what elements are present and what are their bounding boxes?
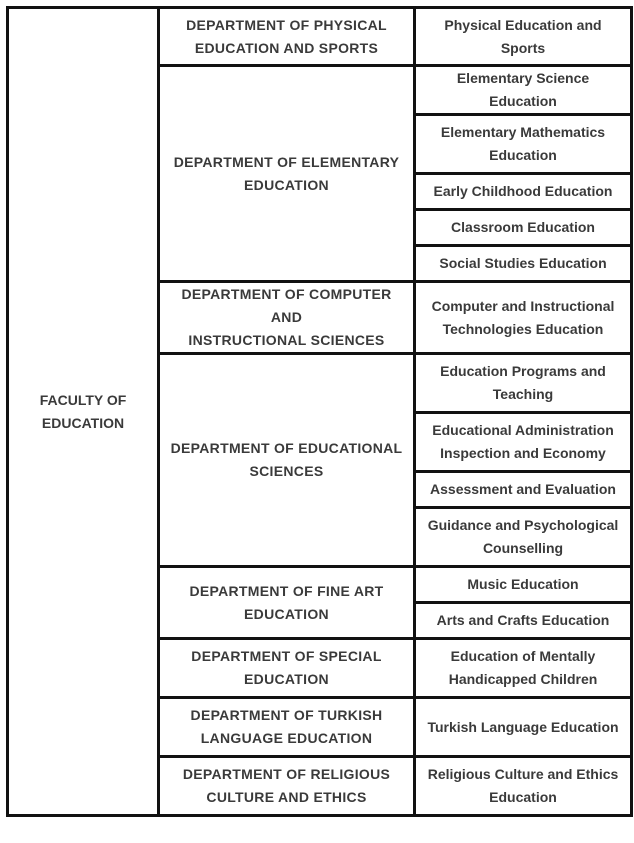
faculty-structure-table [6,6,633,817]
program-cell: Social Studies Education [415,246,632,282]
program-cell: Elementary Science Education [415,66,632,115]
program-cell: Classroom Education [415,210,632,246]
program-cell: Music Education [415,567,632,603]
program-cell: Religious Culture and Ethics Education [415,757,632,816]
department-fine-art-cell: DEPARTMENT OF FINE ART EDUCATION [159,567,415,639]
program-cell: Educational Administration Inspection and Economy [415,413,632,472]
department-computer-instructional-cell: DEPARTMENT OF COMPUTER AND INSTRUCTIONAL SCIENCES [159,282,415,354]
department-turkish-language-cell: DEPARTMENT OF TURKISH LANGUAGE EDUCATION [159,698,415,757]
table-body [8,8,632,816]
department-educational-sciences-cell: DEPARTMENT OF EDUCATIONAL SCIENCES [159,354,415,567]
program-cell: Elementary Mathematics Education [415,115,632,174]
program-cell: Physical Education and Sports [415,8,632,66]
table-row [8,8,632,66]
faculty-name-cell: FACULTY OF EDUCATION [8,8,159,816]
program-cell: Arts and Crafts Education [415,603,632,639]
program-cell: Early Childhood Education [415,174,632,210]
program-cell: Education Programs and Teaching [415,354,632,413]
program-cell: Assessment and Evaluation [415,472,632,508]
program-cell: Computer and Instructional Technologies Education [415,282,632,354]
department-elementary-education-cell: DEPARTMENT OF ELEMENTARY EDUCATION [159,66,415,282]
department-religious-culture-cell: DEPARTMENT OF RELIGIOUS CULTURE AND ETHICS [159,757,415,816]
department-special-education-cell: DEPARTMENT OF SPECIAL EDUCATION [159,639,415,698]
program-cell: Education of Mentally Handicapped Children [415,639,632,698]
department-physical-education-cell: DEPARTMENT OF PHYSICAL EDUCATION AND SPORTS [159,8,415,66]
program-cell: Turkish Language Education [415,698,632,757]
program-cell: Guidance and Psychological Counselling [415,508,632,567]
